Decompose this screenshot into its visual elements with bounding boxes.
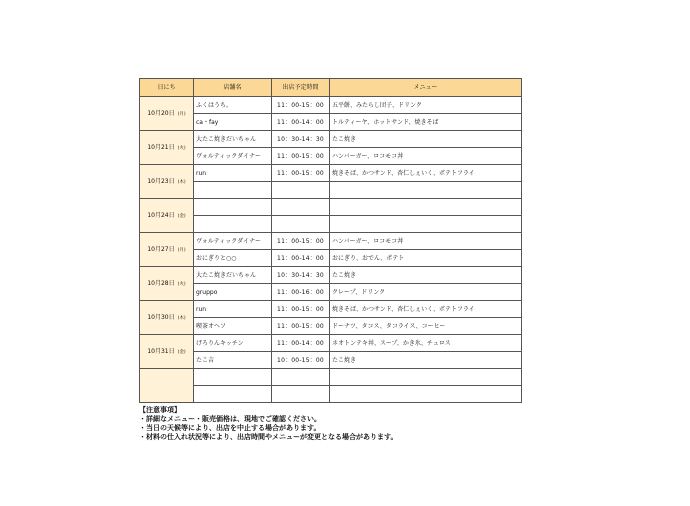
table-row xyxy=(140,267,522,284)
date-label: 10月28日 xyxy=(147,279,175,287)
menu-cell: たこ焼き xyxy=(330,352,522,369)
notes-heading: 【注意事項】 xyxy=(139,406,181,414)
header-shop: 店舗名 xyxy=(194,79,272,97)
note-item: ・当日の天候等により、出店を中止する場合があります。 xyxy=(139,424,321,432)
header-menu: メニュー xyxy=(330,79,522,97)
table-row xyxy=(140,182,522,199)
table-row xyxy=(140,131,522,148)
table-row xyxy=(140,386,522,403)
menu-cell xyxy=(330,182,522,199)
shop-cell: ふくはうち。 xyxy=(194,97,272,114)
time-cell: 11：00-15：00 xyxy=(272,318,330,335)
date-cell xyxy=(140,335,194,369)
weekday-label: (火) xyxy=(177,281,186,287)
shop-cell: gruppo xyxy=(194,284,272,301)
date-cell xyxy=(140,165,194,199)
weekday-label: (金) xyxy=(177,213,186,219)
header-row xyxy=(140,79,522,97)
shop-cell xyxy=(194,386,272,403)
schedule-table xyxy=(139,78,522,403)
table-row xyxy=(140,114,522,131)
table-row xyxy=(140,148,522,165)
time-cell: 11：00-15：00 xyxy=(272,148,330,165)
menu-cell: おにぎり、おでん、ポテト xyxy=(330,250,522,267)
shop-cell xyxy=(194,216,272,233)
shop-cell xyxy=(194,182,272,199)
menu-cell xyxy=(330,386,522,403)
shop-cell xyxy=(194,199,272,216)
menu-cell: ネオトンテキ丼、スープ、かき氷、チュロス xyxy=(330,335,522,352)
date-cell xyxy=(140,97,194,131)
shop-cell: ca・fay xyxy=(194,114,272,131)
table-row xyxy=(140,199,522,216)
table-row xyxy=(140,318,522,335)
shop-cell: ヴォルティックダイナー xyxy=(194,148,272,165)
table-row xyxy=(140,216,522,233)
table-row xyxy=(140,250,522,267)
table-row xyxy=(140,301,522,318)
time-cell xyxy=(272,182,330,199)
menu-cell: ハンバーガー、ロコモコ丼 xyxy=(330,233,522,250)
time-cell: 11：00-14：00 xyxy=(272,335,330,352)
time-cell: 11：00-15：00 xyxy=(272,165,330,182)
menu-cell: 焼きそば、かつサンド、杏仁しぇいく、ポテトフライ xyxy=(330,165,522,182)
time-cell: 11：00-15：00 xyxy=(272,301,330,318)
date-cell xyxy=(140,369,194,403)
time-cell: 10：30-14：30 xyxy=(272,267,330,284)
weekday-label: (火) xyxy=(177,145,186,151)
note-item: ・詳細なメニュー・販売価格は、現地でご確認ください。 xyxy=(139,415,321,423)
time-cell: 11：00-15：00 xyxy=(272,233,330,250)
menu-cell: 焼きそば、かつサンド、杏仁しぇいく、ポテトフライ xyxy=(330,301,522,318)
shop-cell xyxy=(194,369,272,386)
shop-cell: run xyxy=(194,165,272,182)
table-row xyxy=(140,335,522,352)
time-cell: 11：00-15：00 xyxy=(272,97,330,114)
shop-cell: 大たこ焼きだいちゃん xyxy=(194,267,272,284)
table-row xyxy=(140,97,522,114)
time-cell: 11：00-14：00 xyxy=(272,114,330,131)
date-label: 10月21日 xyxy=(147,143,175,151)
weekday-label: (月) xyxy=(177,111,186,117)
date-label: 10月24日 xyxy=(147,211,175,219)
menu-cell: たこ焼き xyxy=(330,131,522,148)
table-row xyxy=(140,284,522,301)
menu-cell: たこ焼き xyxy=(330,267,522,284)
table-row xyxy=(140,233,522,250)
weekday-label: (木) xyxy=(177,179,186,185)
menu-cell xyxy=(330,369,522,386)
menu-cell: 五平餅、みたらし団子、ドリンク xyxy=(330,97,522,114)
time-cell xyxy=(272,216,330,233)
date-label: 10月30日 xyxy=(147,313,175,321)
menu-cell xyxy=(330,216,522,233)
table-row xyxy=(140,369,522,386)
menu-cell: ドーナツ、タコス、タコライス、コーヒー xyxy=(330,318,522,335)
shop-cell: 喫茶オヘソ xyxy=(194,318,272,335)
weekday-label: (金) xyxy=(177,349,186,355)
header-time: 出店予定時間 xyxy=(272,79,330,97)
time-cell: 11：00-16：00 xyxy=(272,284,330,301)
date-label: 10月27日 xyxy=(147,245,175,253)
shop-cell: おにぎりと○○ xyxy=(194,250,272,267)
date-cell xyxy=(140,267,194,301)
shop-cell: げろりんキッチン xyxy=(194,335,272,352)
shop-cell: たこ吉 xyxy=(194,352,272,369)
time-cell: 11：00-14：00 xyxy=(272,250,330,267)
menu-cell: トルティーヤ、ホットサンド、焼きそば xyxy=(330,114,522,131)
time-cell: 10：00-15：00 xyxy=(272,352,330,369)
date-cell xyxy=(140,233,194,267)
schedule-body xyxy=(140,97,522,403)
shop-cell: 大たこ焼きだいちゃん xyxy=(194,131,272,148)
menu-cell xyxy=(330,199,522,216)
date-cell xyxy=(140,199,194,233)
date-cell xyxy=(140,131,194,165)
time-cell: 10：30-14：30 xyxy=(272,131,330,148)
table-row xyxy=(140,352,522,369)
notes-section xyxy=(139,406,397,442)
date-label: 10月20日 xyxy=(147,109,175,117)
table-row xyxy=(140,165,522,182)
weekday-label: (月) xyxy=(177,247,186,253)
menu-cell: ハンバーガー、ロコモコ丼 xyxy=(330,148,522,165)
time-cell xyxy=(272,386,330,403)
date-label: 10月31日 xyxy=(147,347,175,355)
shop-cell: ヴォルティックダイナー xyxy=(194,233,272,250)
weekday-label: (木) xyxy=(177,315,186,321)
menu-cell: クレープ、ドリンク xyxy=(330,284,522,301)
time-cell xyxy=(272,199,330,216)
date-cell xyxy=(140,301,194,335)
date-label: 10月23日 xyxy=(147,177,175,185)
note-item: ・材料の仕入れ状況等により、出店時間やメニューが変更となる場合があります。 xyxy=(139,433,398,441)
header-date: 日にち xyxy=(140,79,194,97)
time-cell xyxy=(272,369,330,386)
shop-cell: run xyxy=(194,301,272,318)
